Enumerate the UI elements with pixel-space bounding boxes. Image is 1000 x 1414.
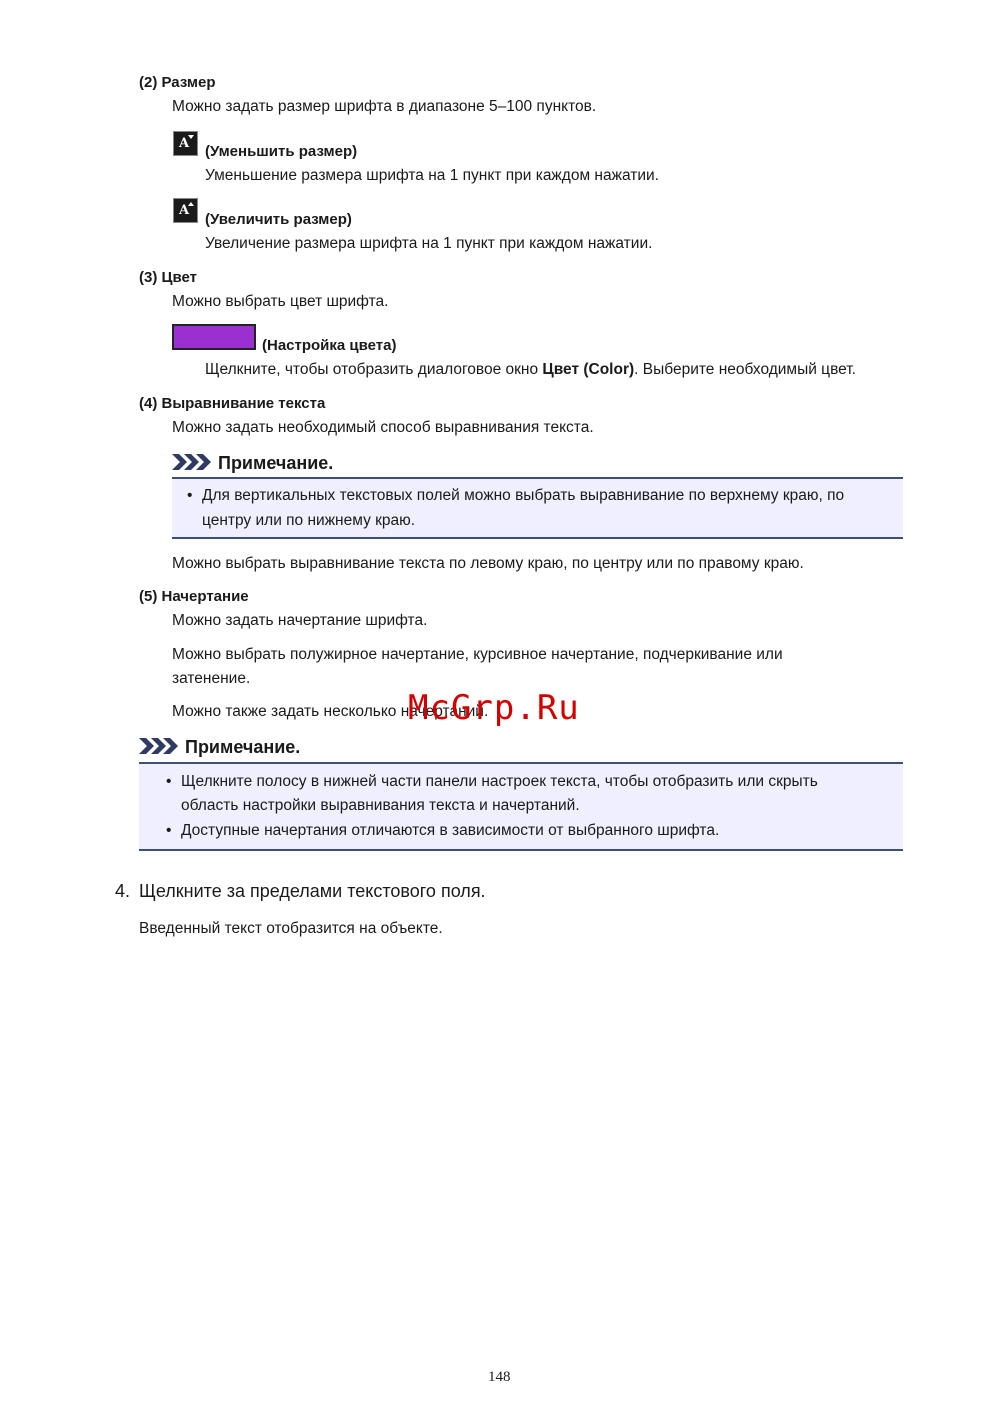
- decrease-font-size-icon[interactable]: A: [173, 131, 198, 156]
- section-style-desc2-line2: затенение.: [172, 670, 251, 687]
- note-text-line1: Для вертикальных текстовых полей можно выбрать выравнивание по верхнему краю, по: [202, 487, 845, 504]
- section-size-heading: (2) Размер: [139, 74, 216, 91]
- color-setting-desc-before: Щелкните, чтобы отобразить диалоговое окно: [205, 361, 543, 378]
- decrease-size-label: (Уменьшить размер): [205, 143, 358, 160]
- note2-bullet-1: •: [166, 773, 172, 790]
- step4-number: 4.: [115, 881, 131, 901]
- section-align-heading: (4) Выравнивание текста: [139, 395, 326, 412]
- increase-font-size-icon[interactable]: A: [173, 198, 198, 223]
- note-text-line2: центру или по нижнему краю.: [202, 512, 416, 529]
- section-style-desc2-line1: Можно выбрать полужирное начертание, курсивное начертание, подчеркивание или: [172, 646, 783, 663]
- section-size-desc: Можно задать размер шрифта в диапазоне 5–100 пунктов.: [172, 98, 597, 115]
- note2-item1-line1: Щелкните полосу в нижней части панели настроек текста, чтобы отобразить или скрыть: [181, 773, 818, 790]
- section-style-desc1: Можно задать начертание шрифта.: [172, 612, 428, 629]
- section-style-heading: (5) Начертание: [139, 588, 249, 605]
- note-title: Примечание.: [218, 453, 334, 473]
- note2-chevrons-icon: [139, 738, 181, 754]
- note-bullet: •: [187, 487, 193, 504]
- section-style-desc3: Можно также задать несколько начертаний.: [172, 703, 489, 720]
- color-swatch-button[interactable]: [172, 324, 256, 350]
- color-setting-label: (Настройка цвета): [262, 337, 397, 354]
- note2-title: Примечание.: [185, 737, 301, 757]
- color-setting-desc: [205, 361, 856, 379]
- section-color-desc: Можно выбрать цвет шрифта.: [172, 293, 389, 310]
- color-dialog-name: Цвет (Color): [542, 361, 635, 378]
- step4-text: Щелкните за пределами текстового поля.: [139, 881, 486, 901]
- section-align-after-note: Можно выбрать выравнивание текста по левому краю, по центру или по правому краю.: [172, 555, 804, 572]
- increase-size-desc: Увеличение размера шрифта на 1 пункт при каждом нажатии.: [205, 235, 653, 252]
- section-color-heading: (3) Цвет: [139, 269, 197, 286]
- watermark: McGrp.Ru: [408, 688, 580, 728]
- note2-item1-line2: область настройки выравнивания текста и начертаний.: [181, 797, 580, 814]
- note-chevrons-icon: [172, 454, 214, 470]
- note2-item2: Доступные начертания отличаются в зависимости от выбранного шрифта.: [181, 822, 720, 839]
- color-setting-desc-after: . Выберите необходимый цвет.: [634, 361, 856, 378]
- section-align-desc: Можно задать необходимый способ выравнивания текста.: [172, 419, 594, 436]
- note2-bullet-2: •: [166, 822, 172, 839]
- decrease-size-desc: Уменьшение размера шрифта на 1 пункт при каждом нажатии.: [205, 167, 659, 184]
- page-number: 148: [488, 1369, 511, 1385]
- step4-result: Введенный текст отобразится на объекте.: [139, 920, 443, 937]
- increase-size-label: (Увеличить размер): [205, 211, 352, 228]
